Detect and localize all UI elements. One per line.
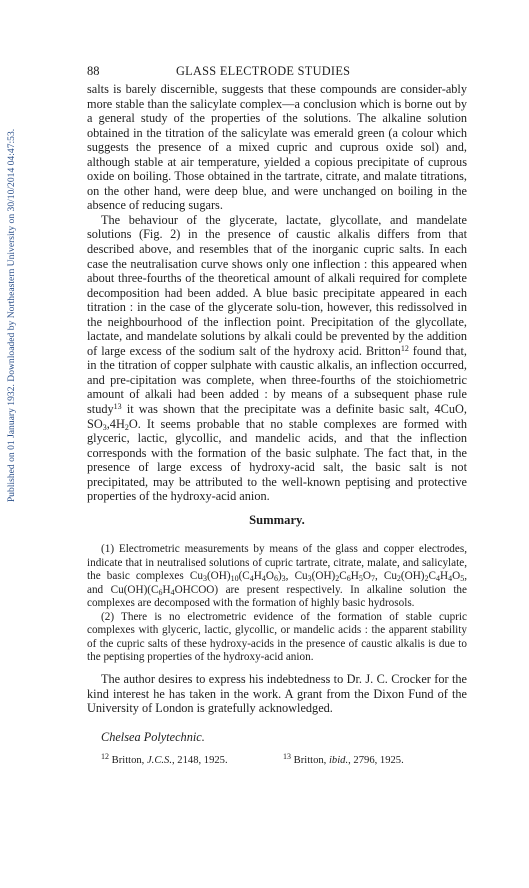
subscript: 2 <box>124 422 129 432</box>
download-watermark-text: Published on 01 January 1932. Downloaded by Northeastern University on 30/10/2014 04:47:53. <box>6 128 18 502</box>
subscript: 4 <box>448 574 453 583</box>
subscript: 5 <box>358 574 363 583</box>
footnote-12 <box>101 752 228 766</box>
subscript: 2 <box>335 574 340 583</box>
subscript: 3 <box>281 574 286 583</box>
footnote-journal: ibid. <box>328 755 349 766</box>
summary-heading: Summary. <box>249 513 305 527</box>
summary-1-text: O <box>452 570 461 582</box>
subscript: 5 <box>460 574 465 583</box>
footnote-detail: , 2148, 1925. <box>172 755 228 766</box>
summary-1-text: O <box>265 570 274 582</box>
subscript: 2 <box>424 574 429 583</box>
subscript: 3 <box>202 574 207 583</box>
footnote-13 <box>283 752 404 766</box>
summary-1-text: , Cu <box>374 570 397 582</box>
summary-1-text: H <box>253 570 262 582</box>
summary-1-text: H <box>162 583 171 596</box>
subscript: 6 <box>346 574 351 583</box>
summary-item-1 <box>87 543 467 611</box>
footnote-author: Britton, <box>293 755 329 766</box>
body-text-upper <box>87 82 467 504</box>
summary-1-text: O <box>362 570 371 582</box>
summary-1-text: (OH) <box>206 570 231 582</box>
subscript: 4 <box>261 574 266 583</box>
summary-1-text: C <box>339 570 347 582</box>
download-watermark <box>0 80 26 550</box>
summary-1-text: H <box>440 570 449 582</box>
summary-1-text: , Cu <box>285 570 308 582</box>
subscript: 7 <box>370 574 375 583</box>
summary-1-text: (OH) <box>400 570 425 582</box>
footnote-detail: , 2796, 1925. <box>348 755 404 766</box>
summary-1-text: C <box>428 570 437 582</box>
summary-1-text: OHCOO) are present respectively. In alkaline solution the complexes are decomposed with the formation of highly basic hydrosols. <box>87 583 467 609</box>
subscript: 4 <box>249 574 254 583</box>
paragraph-1-text: salts is barely discernible, suggests that these compounds are consider-ably more stable than the salicylate complex—a conclusion which is borne out by a general study of the properties of the solutions. The alkaline solution obtained in the titration of the salicylate was emerald green (a colour which suggests the presence of a mixed cupric and cuprous oxide sol) and, although stable at air temperature, yielded a copious precipitate of cuprous oxide on boiling. Those obtained in the tartrate, citrate, and malate titrations, on the other hand, were deep blue, and were unchanged on boiling in the absence of reducing sugars. <box>87 82 467 213</box>
summary-1-text: H <box>350 570 359 582</box>
footnote-number: 13 <box>283 752 291 761</box>
paragraph-2-text-2: found that, in the titration of copper sulphate with caustic alkalis, an inflection occurred, and pre-cipitation was complete, when three-fourths of the stoichiometric amount of alkali had been added : by means of a subsequent phase rule study <box>87 343 467 417</box>
summary-1-text: , and Cu(OH)(C <box>87 570 467 596</box>
subscript: 3 <box>102 422 107 432</box>
paragraph-2-text-5: O. It seems probable that no stable complexes are formed with glyceric, lactic, glycollic, and mandelic acids, and that the inflection corresponds with the formation of the basic sulphate. The fact that, in the presence of large excess of hydroxy-acid salt, the basic salt is not precipitated, may be attributed to the well-known peptising and protective properties of the hydroxy-acid anion. <box>87 416 467 504</box>
subscript: 4 <box>436 574 441 583</box>
summary-1-text: (OH) <box>311 570 336 582</box>
affiliation: Chelsea Polytechnic. <box>101 730 205 744</box>
subscript: 2 <box>396 574 401 583</box>
subscript: 6 <box>158 587 163 597</box>
acknowledgement: The author desires to express his indebtedness to Dr. J. C. Crocker for the kind interest he has taken in the work. A grant from the Dixon Fund of the University of London is gratefully acknowledged. <box>87 672 467 716</box>
paragraph-2 <box>87 213 467 504</box>
summary-1-text: (1) Electrometric measurements by means of the glass and copper electrodes, indicate that in neutralised solutions of cupric tartrate, citrate, malate, and salicylate, the basic complexes Cu <box>87 543 467 582</box>
paragraph-2-text-4: ,4H <box>106 416 125 431</box>
running-title: GLASS ELECTRODE STUDIES <box>176 64 351 78</box>
subscript: 3 <box>307 574 312 583</box>
subscript: 6 <box>273 574 278 583</box>
subscript: 10 <box>230 574 239 583</box>
footnote-author: Britton, <box>111 755 147 766</box>
paragraph-2-text-1: The behaviour of the glycerate, lactate, glycollate, and mandelate solutions (Fig. 2) in the presence of caustic alkalis differs from that described above, and resembles that of the inorganic cupric salts. In each case the neutralisation curve shows only one inflection : this appeared when about three-fourths of the theoretical amount of alkali required for complete decomposition had been added. A blue basic precipitate appeared in each titration : in the case of the glycerate solu-tion, however, this redissolved in the neighbourhood of the inflection point. Precipitation of the glycollate, lactate, and mandelate solutions by alkali could be prevented by the addition of large excess of the sodium salt of the hydroxy acid. Britton <box>87 212 467 358</box>
footnote-ref-13: 13 <box>113 402 122 412</box>
paragraph-2-text-3: it was shown that the precipitate was a definite basic salt, 4CuO, SO <box>87 402 467 431</box>
footnote-journal: J.C.S. <box>146 755 172 766</box>
summary-1-text: (C <box>238 570 250 582</box>
page-number: 88 <box>87 64 100 78</box>
footnote-number: 12 <box>101 752 109 761</box>
paragraph-1 <box>87 82 467 213</box>
footnote-ref-12: 12 <box>400 343 409 353</box>
summary-1-text: ) <box>277 570 282 582</box>
acknowledgement-block <box>87 672 467 716</box>
summary-body <box>87 543 467 665</box>
summary-item-2: (2) There is no electrometric evidence of the formation of stable cupric complexes with glyceric, lactic, glycollic, or mandelic acids : the apparent stability of the cupric salts of these hydroxy-acids in the presence of caustic alkalis is due to the peptising properties of the hydroxy-acid anion. <box>87 610 467 663</box>
subscript: 4 <box>170 587 175 597</box>
